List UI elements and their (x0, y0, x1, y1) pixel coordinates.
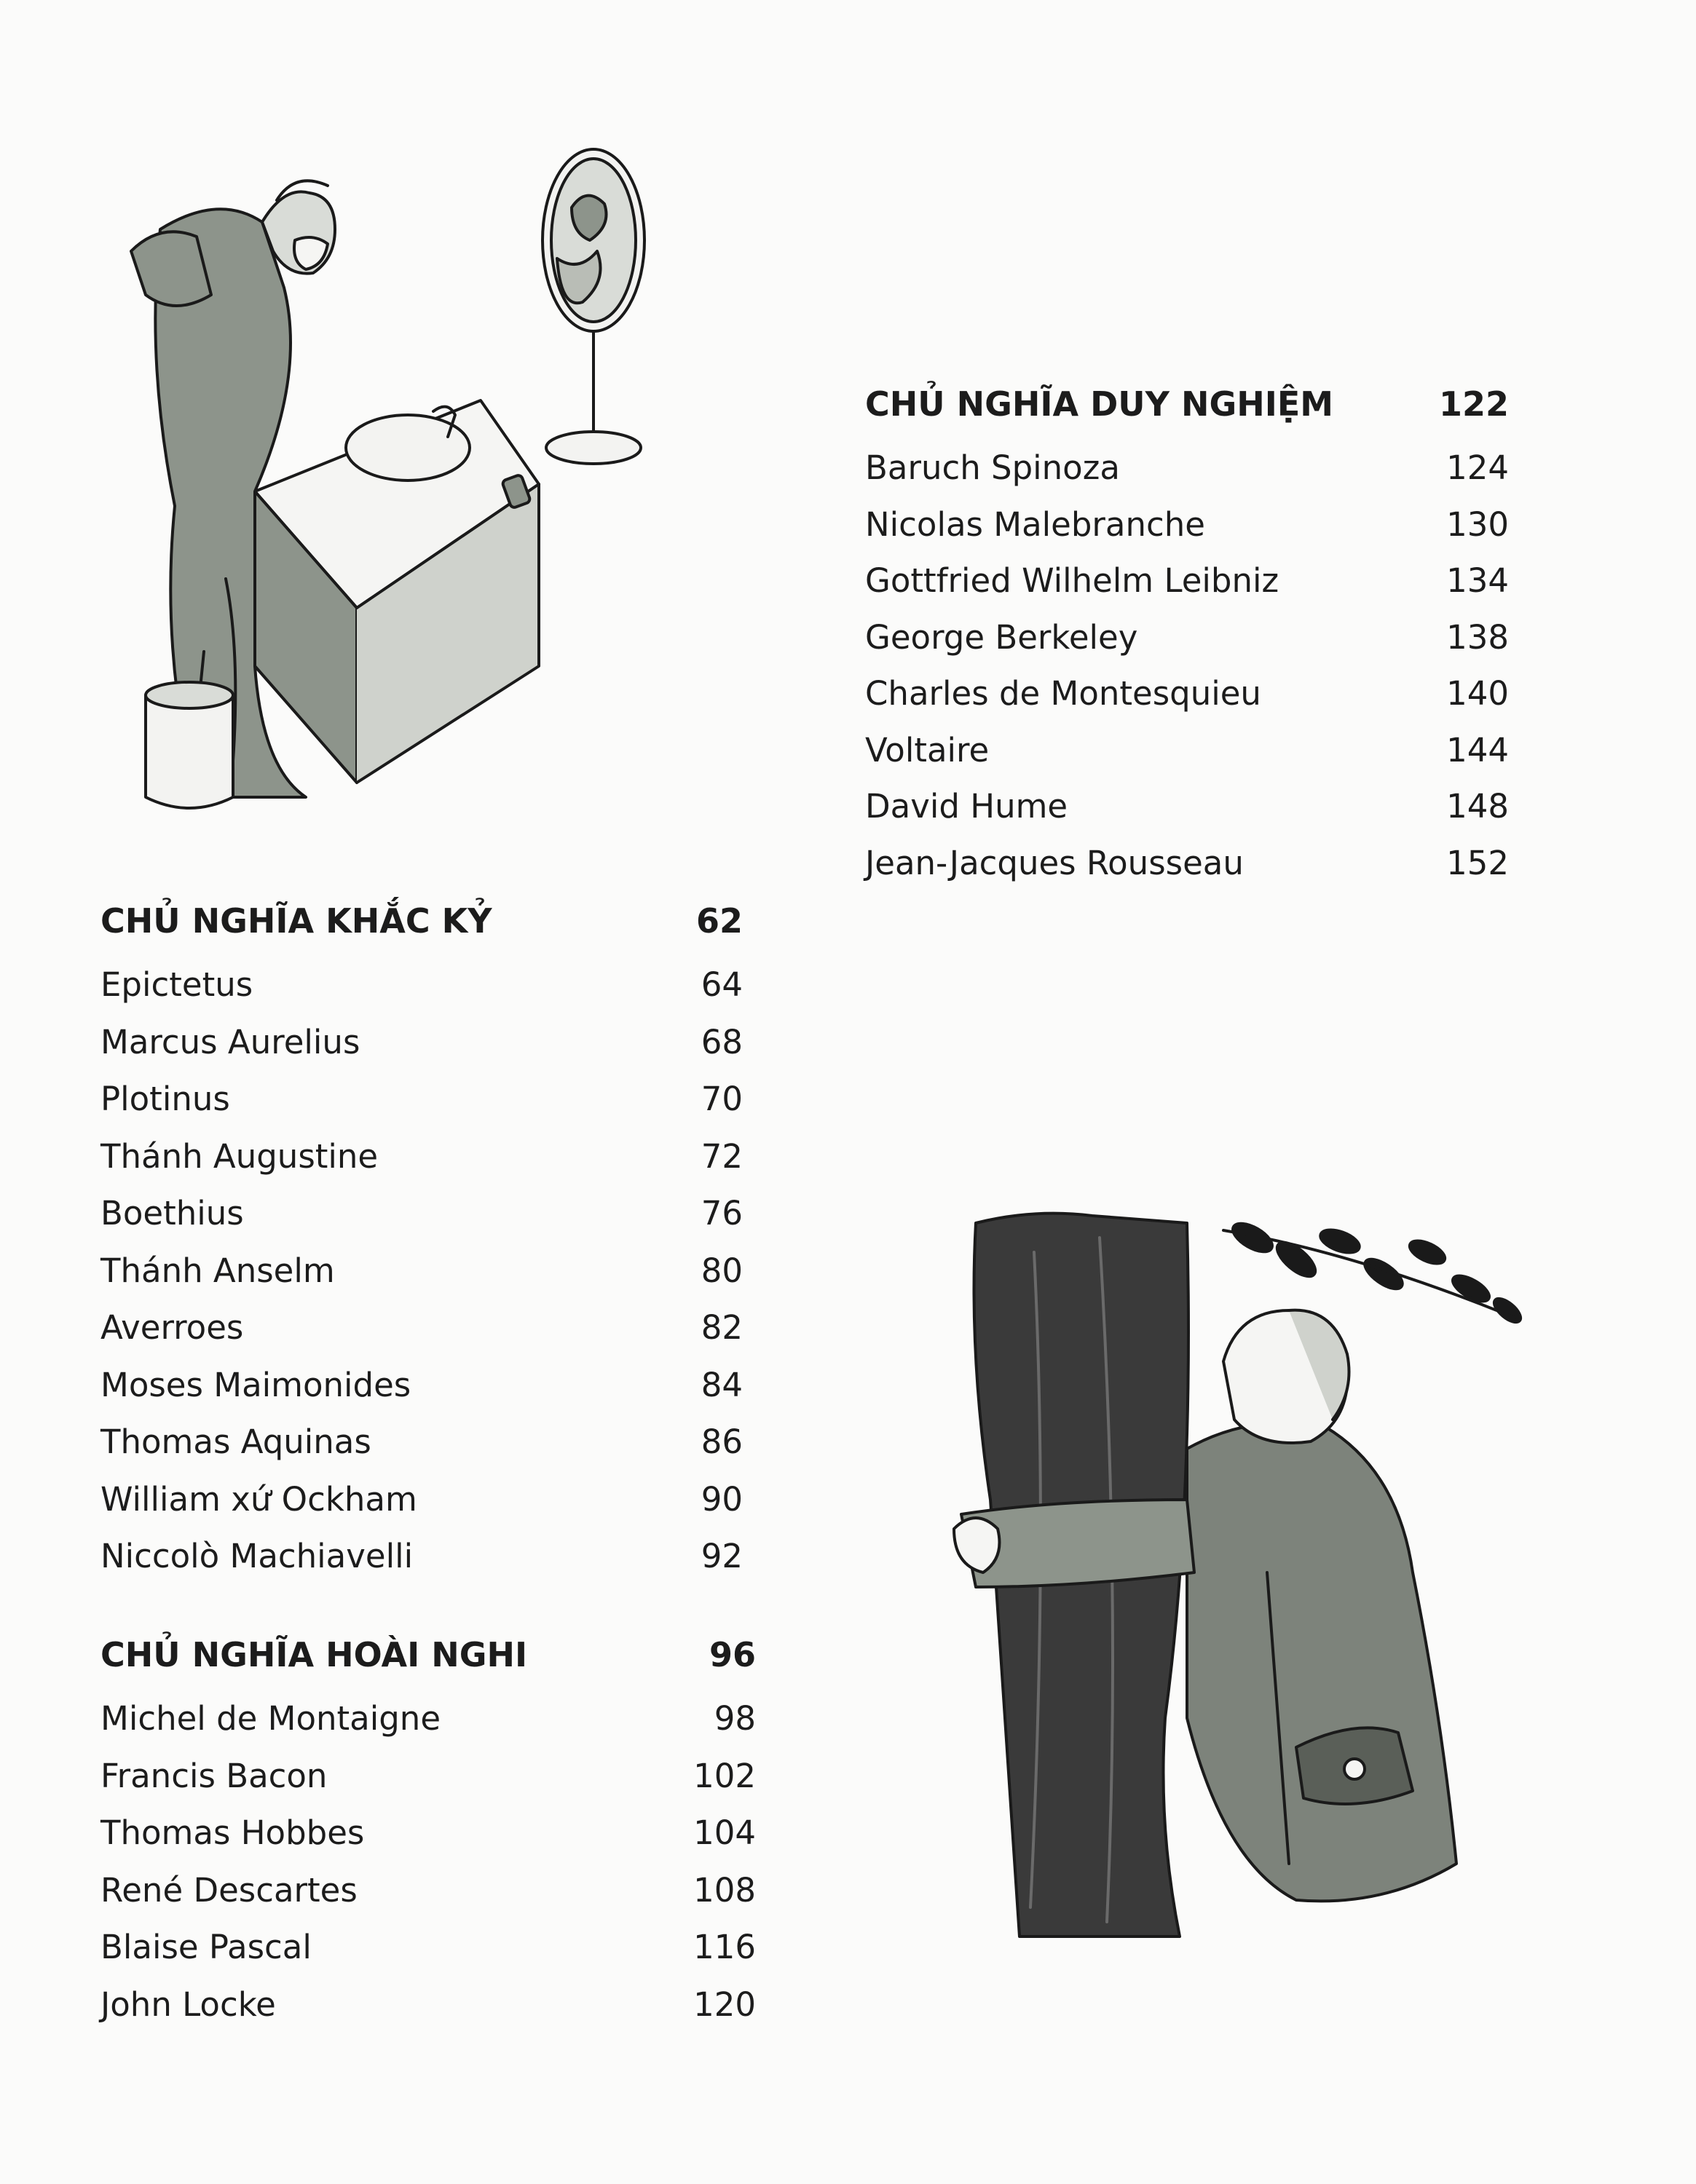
entry-page-number: 108 (693, 1870, 756, 1910)
section-page-number: 96 (709, 1635, 756, 1674)
entry-name: Marcus Aurelius (100, 1022, 360, 1061)
toc-entry[interactable] (865, 787, 1509, 844)
entry-page-number: 68 (701, 1022, 743, 1061)
entry-name: Boethius (100, 1194, 244, 1233)
entry-name: Plotinus (100, 1080, 230, 1118)
entry-page-number: 82 (701, 1308, 743, 1347)
entry-page-number: 70 (701, 1080, 743, 1118)
entry-name: Epictetus (100, 965, 253, 1004)
entry-page-number: 84 (701, 1365, 743, 1404)
entry-page-number: 138 (1446, 617, 1509, 657)
toc-entry[interactable] (100, 1023, 743, 1080)
entry-page-number: 98 (714, 1699, 756, 1738)
section-title: CHỦ NGHĨA DUY NGHIỆM (865, 384, 1334, 424)
entry-page-number: 80 (701, 1251, 743, 1290)
entry-name: Gottfried Wilhelm Leibniz (865, 561, 1279, 600)
entry-page-number: 64 (701, 965, 743, 1004)
entry-name: Michel de Montaigne (100, 1699, 441, 1738)
shaving-man-illustration (117, 142, 655, 834)
toc-entry[interactable] (865, 731, 1509, 788)
toc-entry[interactable] (100, 1757, 756, 1814)
entry-page-number: 90 (701, 1479, 743, 1519)
section-title: CHỦ NGHĨA KHẮC KỶ (100, 901, 492, 941)
section-title: CHỦ NGHĨA HOÀI NGHI (100, 1635, 528, 1674)
toc-entry[interactable] (865, 618, 1509, 675)
entry-page-number: 72 (701, 1136, 743, 1176)
toc-section-stoicism (100, 901, 743, 1594)
entry-page-number: 92 (701, 1537, 743, 1575)
toc-entry[interactable] (865, 561, 1509, 618)
toc-entry[interactable] (100, 1480, 743, 1538)
entry-page-number: 148 (1446, 787, 1509, 826)
toc-section-skepticism (100, 1635, 756, 2042)
entry-name: Niccolò Machiavelli (100, 1537, 414, 1575)
toc-entry[interactable] (100, 1308, 743, 1366)
entry-name: David Hume (865, 787, 1068, 826)
entry-name: Thánh Anselm (100, 1251, 335, 1290)
entry-page-number: 130 (1446, 505, 1509, 544)
entry-page-number: 116 (693, 1928, 756, 1966)
toc-entry[interactable] (100, 1137, 743, 1195)
entry-page-number: 152 (1446, 843, 1509, 882)
toc-entry[interactable] (865, 674, 1509, 731)
entry-name: René Descartes (100, 1870, 358, 1910)
entry-page-number: 76 (701, 1194, 743, 1233)
entry-page-number: 134 (1446, 561, 1509, 600)
section-page-number: 62 (695, 901, 743, 941)
toc-entry[interactable] (100, 1871, 756, 1928)
toc-entry[interactable] (100, 1194, 743, 1251)
entry-name: George Berkeley (865, 617, 1138, 657)
toc-entry[interactable] (100, 1699, 756, 1757)
entry-name: William xứ Ockham (100, 1479, 417, 1519)
toc-section-header[interactable] (865, 384, 1509, 448)
toc-entry[interactable] (865, 844, 1509, 901)
entry-name: Voltaire (865, 730, 990, 769)
toc-entry[interactable] (100, 965, 743, 1023)
entry-name: Averroes (100, 1308, 244, 1347)
entry-name: John Locke (100, 1985, 276, 2024)
entry-name: Thomas Aquinas (100, 1423, 371, 1461)
entry-page-number: 120 (693, 1985, 756, 2024)
entry-name: Thánh Augustine (100, 1136, 379, 1176)
toc-entry[interactable] (100, 1423, 743, 1480)
toc-section-header[interactable] (100, 901, 743, 965)
toc-section-empiricism (865, 384, 1509, 900)
entry-name: Moses Maimonides (100, 1365, 411, 1404)
toc-entry[interactable] (100, 1080, 743, 1137)
toc-entry[interactable] (100, 1985, 756, 2043)
entry-name: Baruch Spinoza (865, 448, 1120, 487)
entry-name: Jean-Jacques Rousseau (865, 843, 1244, 882)
toc-entry[interactable] (100, 1251, 743, 1309)
entry-name: Thomas Hobbes (100, 1813, 365, 1852)
entry-page-number: 104 (693, 1813, 756, 1852)
entry-name: Francis Bacon (100, 1756, 328, 1795)
entry-page-number: 144 (1446, 730, 1509, 769)
toc-section-header[interactable] (100, 1635, 756, 1699)
entry-name: Charles de Montesquieu (865, 674, 1261, 713)
toc-entry[interactable] (100, 1366, 743, 1423)
toc-entry[interactable] (100, 1813, 756, 1871)
tree-hugger-illustration (947, 1208, 1529, 1944)
entry-name: Blaise Pascal (100, 1928, 312, 1966)
toc-entry[interactable] (865, 505, 1509, 562)
section-page-number: 122 (1438, 384, 1509, 424)
toc-entry[interactable] (865, 448, 1509, 505)
entry-page-number: 86 (701, 1423, 743, 1461)
entry-name: Nicolas Malebranche (865, 505, 1205, 544)
entry-page-number: 140 (1446, 674, 1509, 713)
entry-page-number: 102 (693, 1756, 756, 1795)
entry-page-number: 124 (1446, 448, 1509, 487)
toc-entry[interactable] (100, 1537, 743, 1594)
toc-entry[interactable] (100, 1928, 756, 1985)
